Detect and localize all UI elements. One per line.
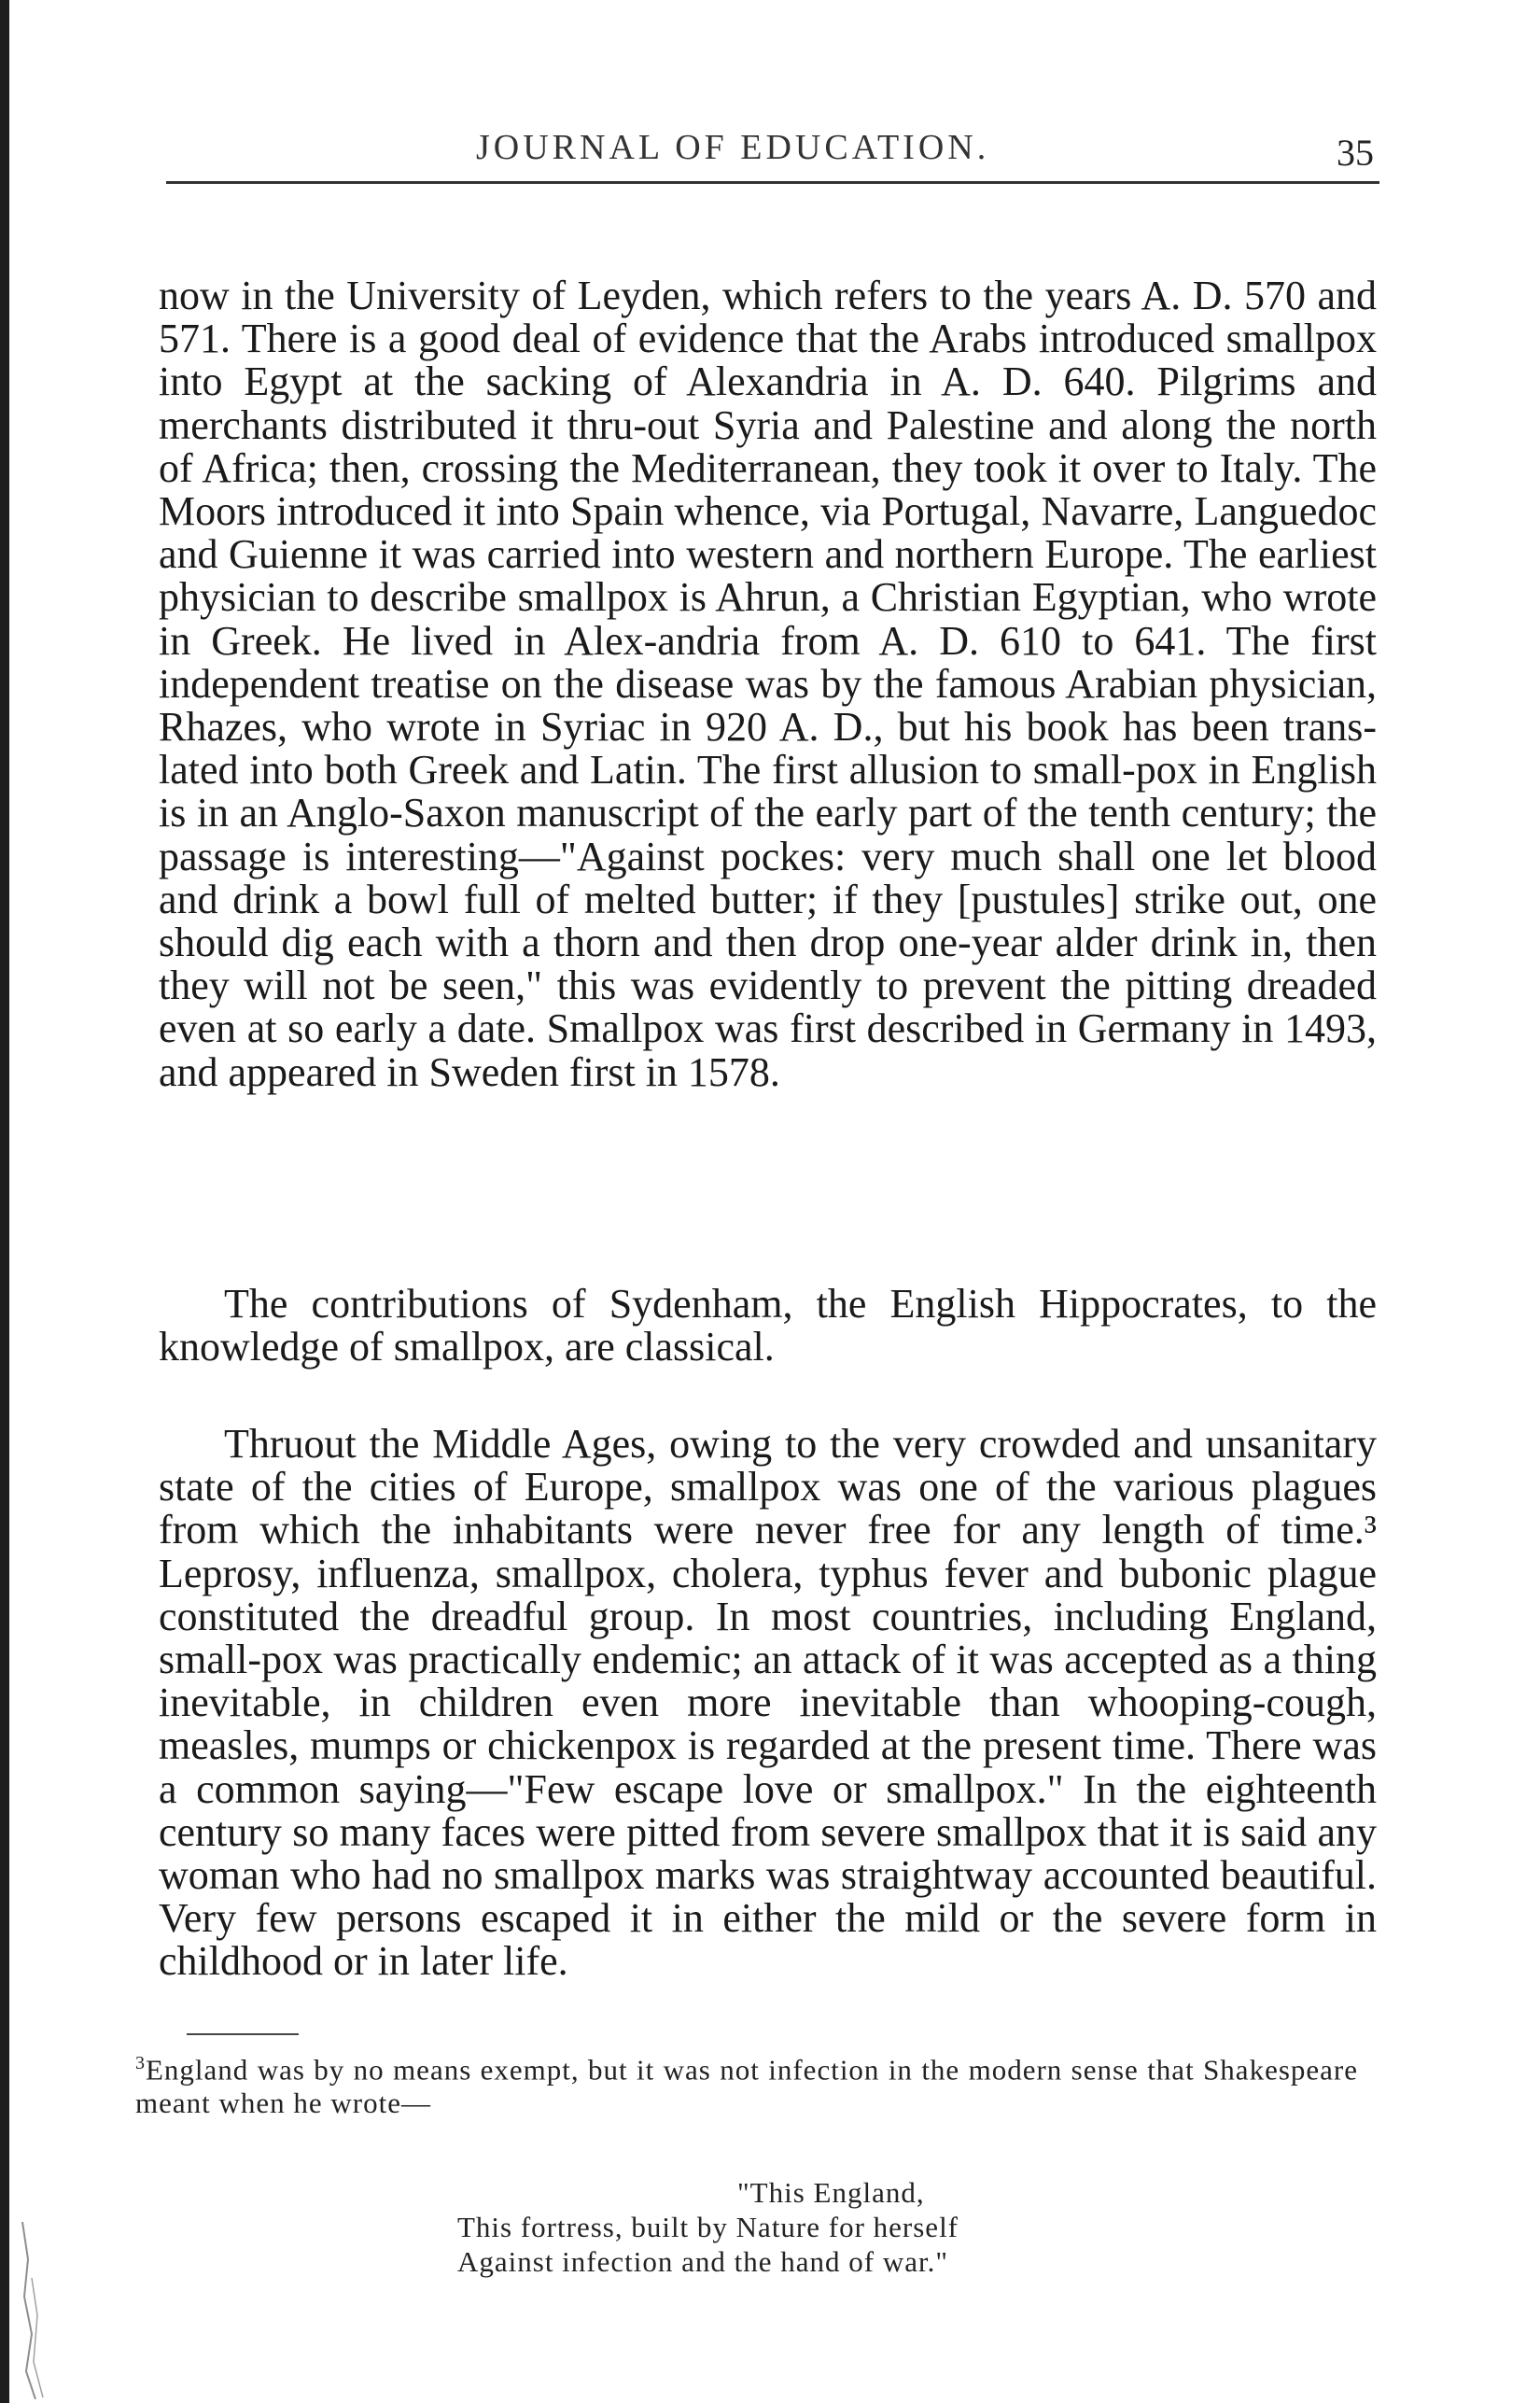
page-number: 35 xyxy=(1337,132,1374,174)
verse-line: Against infection and the hand of war." xyxy=(457,2245,948,2278)
running-title: JOURNAL OF EDUCATION. xyxy=(476,128,990,167)
footnote-text: England was by no means exempt, but it was not infection in the modern sense that Shakespeare meant when he wrote— xyxy=(135,2053,1358,2120)
footnote-verse-quote xyxy=(457,2175,1167,2279)
page-corner-smudge xyxy=(19,2222,56,2399)
footnote xyxy=(135,2046,1358,2120)
footnote-marker: 3 xyxy=(135,2053,146,2073)
running-header xyxy=(0,119,1540,176)
header-rule xyxy=(166,181,1379,184)
paragraph-sydenham: The contributions of Sydenham, the English Hippocrates, to the knowledge of smallpox, are classical. xyxy=(159,1281,1377,1370)
footnote-rule xyxy=(187,2033,299,2035)
paragraph-smallpox-history: now in the University of Leyden, which refers to the years A. D. 570 and 571. There is a good deal of evidence that the Arabs introduced smallpox into Egypt at the sacking of Alexandria in A. D. 640. Pilgrims and merchants distributed it thru-out Syria and Palestine and along the north of Africa; then, crossing the Mediterranean, they took it over to Italy. The Moors introduced it into Spain whence, via Portugal, Navarre, Languedoc and Guienne it was carried into western and northern Europe. The earliest physician to describe smallpox is Ahrun, a Christian Egyptian, who wrote in Greek. He lived in Alex-andria from A. D. 610 to 641. The first independent treatise on the disease was by the famous Arabian physician, Rhazes, who wrote in Syriac in 920 A. D., but his book has been trans-lated into both Greek and Latin. The first allusion to small-pox in English is in an Anglo-Saxon manuscript of the early part of the tenth century; the passage is interesting—"Against pockes: very much shall one let blood and drink a bowl full of melted butter; if they [pustules] strike out, one should dig each with a thorn and then drop one-year alder drink in, then they will not be seen," this was evidently to prevent the pitting dreaded even at so early a date. Smallpox was first described in Germany in 1493, and appeared in Sweden first in 1578. xyxy=(159,273,1377,1095)
verse-line: "This England, xyxy=(737,2176,925,2209)
verse-line: This fortress, built by Nature for herself xyxy=(457,2211,959,2243)
page-binding-edge xyxy=(0,0,9,2403)
paragraph-middle-ages: Thruout the Middle Ages, owing to the very crowded and unsanitary state of the cities of Europe, smallpox was one of the various plagues from which the inhabitants were never free for any length of time.³ Leprosy, influenza, smallpox, cholera, typhus fever and bubonic plague constituted the dreadful group. In most countries, including England, small-pox was practically endemic; an attack of it was accepted as a thing inevitable, in children even more inevitable than whooping-cough, measles, mumps or chickenpox is regarded at the present time. There was a common saying—"Few escape love or smallpox." In the eighteenth century so many faces were pitted from severe smallpox that it is said any woman who had no smallpox marks was straightway accounted beautiful. Very few persons escaped it in either the mild or the severe form in childhood or in later life. xyxy=(159,1421,1377,1985)
